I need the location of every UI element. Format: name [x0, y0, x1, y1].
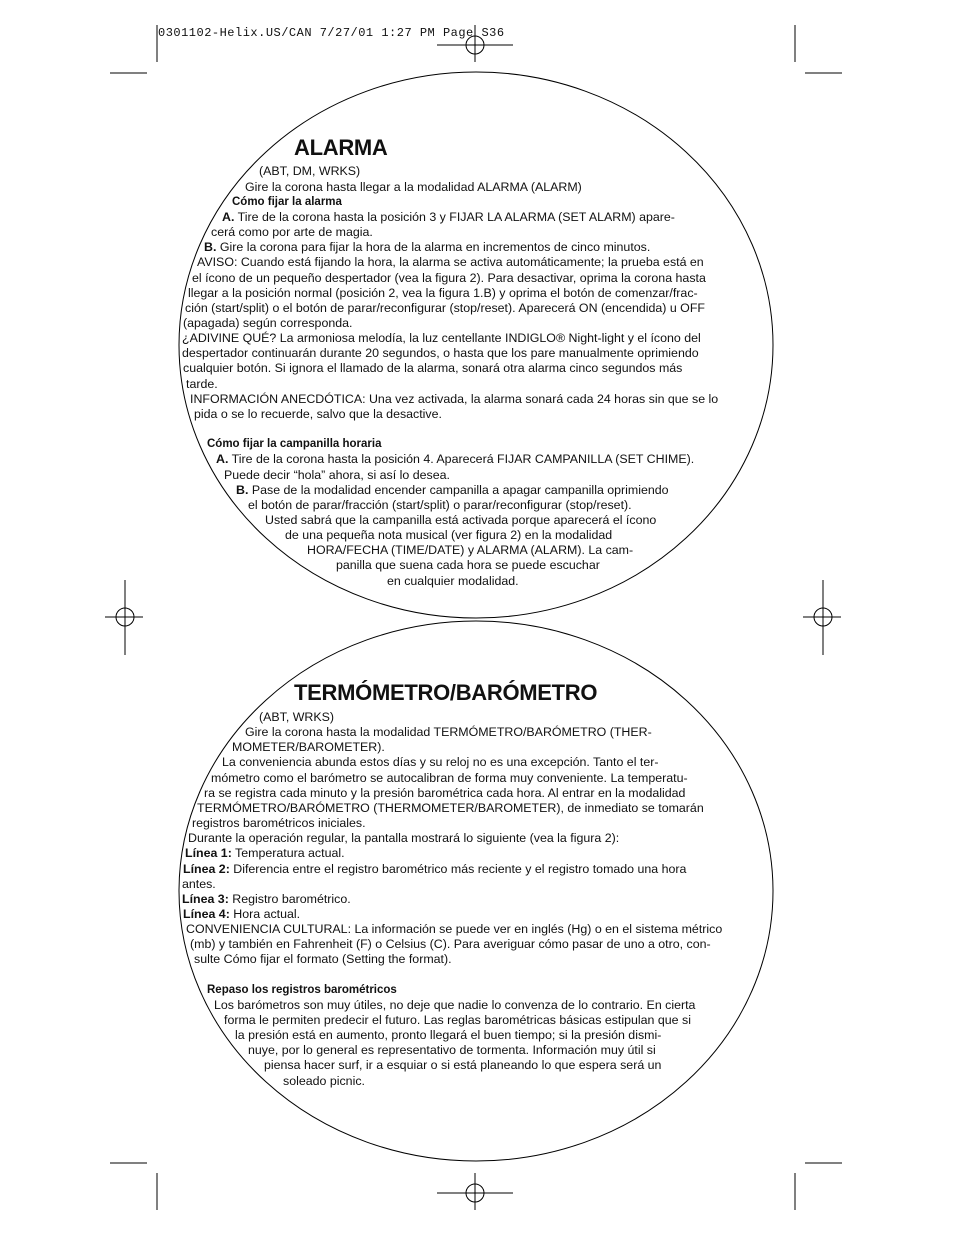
- alarm-models: (ABT, DM, WRKS): [259, 164, 361, 178]
- alarm-notice-line: (apagada) según corresponda.: [183, 316, 353, 330]
- alarm-notice-line: ¿ADIVINE QUÉ? La armoniosa melodía, la luz centellante INDIGLO® Night-light y el ícono del: [182, 331, 701, 345]
- cultural-line: CONVENIENCIA CULTURAL: La información se puede ver en inglés (Hg) o en el sistema métrico: [186, 922, 723, 936]
- review-title: Repaso los registros barométricos: [207, 984, 397, 996]
- review-line: Los barómetros son muy útiles, no deje que nadie lo convenza de lo contrario. En cierta: [214, 998, 696, 1012]
- thermo-intro-line: registros barométricos iniciales.: [192, 816, 366, 830]
- display-line-2-cont: antes.: [182, 877, 216, 891]
- thermo-intro-line: ra se registra cada minuto y la presión barométrica cada hora. Al entrar en la modalidad: [204, 786, 686, 800]
- thermo-intro-line: MOMETER/BAROMETER).: [232, 740, 385, 754]
- display-line-1: [185, 846, 345, 861]
- line-label: Línea 1:: [185, 846, 232, 860]
- thermo-intro-line: mómetro como el barómetro se autocalibran de forma muy conveniente. La temperatu-: [211, 771, 688, 785]
- alarm-title: ALARMA: [294, 135, 388, 160]
- thermo-title: TERMÓMETRO/BARÓMETRO: [294, 680, 598, 705]
- chime-step-b: [236, 483, 669, 498]
- chime-step-b-line: panilla que suena cada hora se puede escuchar: [336, 558, 600, 572]
- thermo-intro-line: Durante la operación regular, la pantalla mostrará lo siguiente (vea la figura 2):: [188, 831, 620, 845]
- review-line: forma le permiten predecir el futuro. Las reglas barométricas básicas estipulan que si: [224, 1013, 691, 1027]
- alarm-notice-line: tarde.: [186, 377, 218, 391]
- thermo-intro-line: Gire la corona hasta la modalidad TERMÓMETRO/BARÓMETRO (THER-: [245, 725, 652, 739]
- step-label: B.: [236, 483, 249, 497]
- alarm-notice-line: el ícono de un pequeño despertador (vea la figura 2). Para desactivar, oprima la corona hasta: [192, 271, 706, 285]
- line-label: Línea 4:: [183, 907, 230, 921]
- step-label: A.: [216, 452, 229, 466]
- line-label: Línea 3:: [182, 892, 229, 906]
- alarm-notice-line: pida o se lo recuerde, salvo que la desactive.: [194, 407, 442, 421]
- review-line: piensa hacer surf, ir a esquiar o si está planeando lo que espera será un: [264, 1058, 662, 1072]
- alarm-howto-title: Cómo fijar la alarma: [232, 196, 342, 208]
- alarm-notice-line: cualquier botón. Si ignora el llamado de la alarma, sonará otra alarma cinco segundos más: [183, 361, 683, 375]
- line-text: Registro barométrico.: [228, 892, 351, 906]
- print-slug: 0301102-Helix.US/CAN 7/27/01 1:27 PM Page S36: [158, 26, 505, 40]
- alarm-step-a: [222, 210, 675, 225]
- step-text: Gire la corona para fijar la hora de la alarma en incrementos de cinco minutos.: [216, 240, 651, 254]
- step-text: Tire de la corona hasta la posición 3 y FIJAR LA ALARMA (SET ALARM) apare-: [234, 210, 675, 224]
- thermo-intro-line: TERMÓMETRO/BARÓMETRO (THERMOMETER/BAROMETER), de inmediato se tomarán: [197, 801, 704, 815]
- alarm-notice-line: ción (start/split) o el botón de parar/reconfigurar (stop/reset). Aparecerá ON (encendida) u OFF: [185, 301, 705, 315]
- alarm-notice-line: AVISO: Cuando está fijando la hora, la alarma se activa automáticamente; la prueba está en: [197, 255, 704, 269]
- thermo-models: (ABT, WRKS): [259, 710, 335, 724]
- alarm-notice-line: INFORMACIÓN ANECDÓTICA: Una vez activada, la alarma sonará cada 24 horas sin que se lo: [190, 392, 719, 406]
- review-line: la presión está en aumento, pronto llegará el buen tiempo; si la presión dismi-: [235, 1028, 662, 1042]
- alarm-step-b: [204, 240, 650, 255]
- chime-step-b-line: el botón de parar/fracción (start/split) o parar/reconfigurar (stop/reset).: [248, 498, 632, 512]
- review-line: nuye, por lo general es representativo de tormenta. Información muy útil si: [248, 1043, 656, 1057]
- review-line: soleado picnic.: [283, 1074, 365, 1088]
- chime-step-b-line: en cualquier modalidad.: [387, 574, 519, 588]
- cultural-line: (mb) y también en Fahrenheit (F) o Celsius (C). Para averiguar cómo pasar de uno a otro, con-: [190, 937, 711, 951]
- chime-step-b-line: HORA/FECHA (TIME/DATE) y ALARMA (ALARM). La cam-: [307, 543, 634, 557]
- step-label: A.: [222, 210, 235, 224]
- line-text: Hora actual.: [229, 907, 301, 921]
- line-text: Temperatura actual.: [231, 846, 345, 860]
- chime-step-b-line: Usted sabrá que la campanilla está activada porque aparecerá el ícono: [265, 513, 657, 527]
- step-label: B.: [204, 240, 217, 254]
- display-line-3: [182, 892, 351, 907]
- thermo-intro-line: La conveniencia abunda estos días y su reloj no es una excepción. Tanto el ter-: [222, 755, 659, 769]
- chime-step-b-line: de una pequeña nota musical (ver figura 2) en la modalidad: [285, 528, 613, 542]
- alarm-step-a-cont: cerá como por arte de magia.: [211, 225, 373, 239]
- alarm-notice-line: despertador continuarán durante 20 segundos, o hasta que los pare manualmente oprimiendo: [182, 346, 699, 360]
- chime-step-a-cont: Puede decir “hola” ahora, si así lo desea.: [224, 468, 450, 482]
- step-text: Tire de la corona hasta la posición 4. Aparecerá FIJAR CAMPANILLA (SET CHIME).: [228, 452, 695, 466]
- cultural-line: sulte Cómo fijar el formato (Setting the format).: [194, 952, 452, 966]
- chime-title: Cómo fijar la campanilla horaria: [207, 438, 382, 450]
- line-label: Línea 2:: [183, 862, 230, 876]
- display-line-4: [183, 907, 300, 922]
- alarm-notice-line: llegar a la posición normal (posición 2, vea la figura 1.B) y oprima el botón de comenzar/frac-: [188, 286, 698, 300]
- alarm-intro: Gire la corona hasta llegar a la modalidad ALARMA (ALARM): [245, 180, 582, 194]
- display-line-2: [183, 862, 686, 877]
- step-text: Pase de la modalidad encender campanilla a apagar campanilla oprimiendo: [248, 483, 669, 497]
- chime-step-a: [216, 452, 694, 467]
- line-text: Diferencia entre el registro barométrico más reciente y el registro tomado una hora: [229, 862, 687, 876]
